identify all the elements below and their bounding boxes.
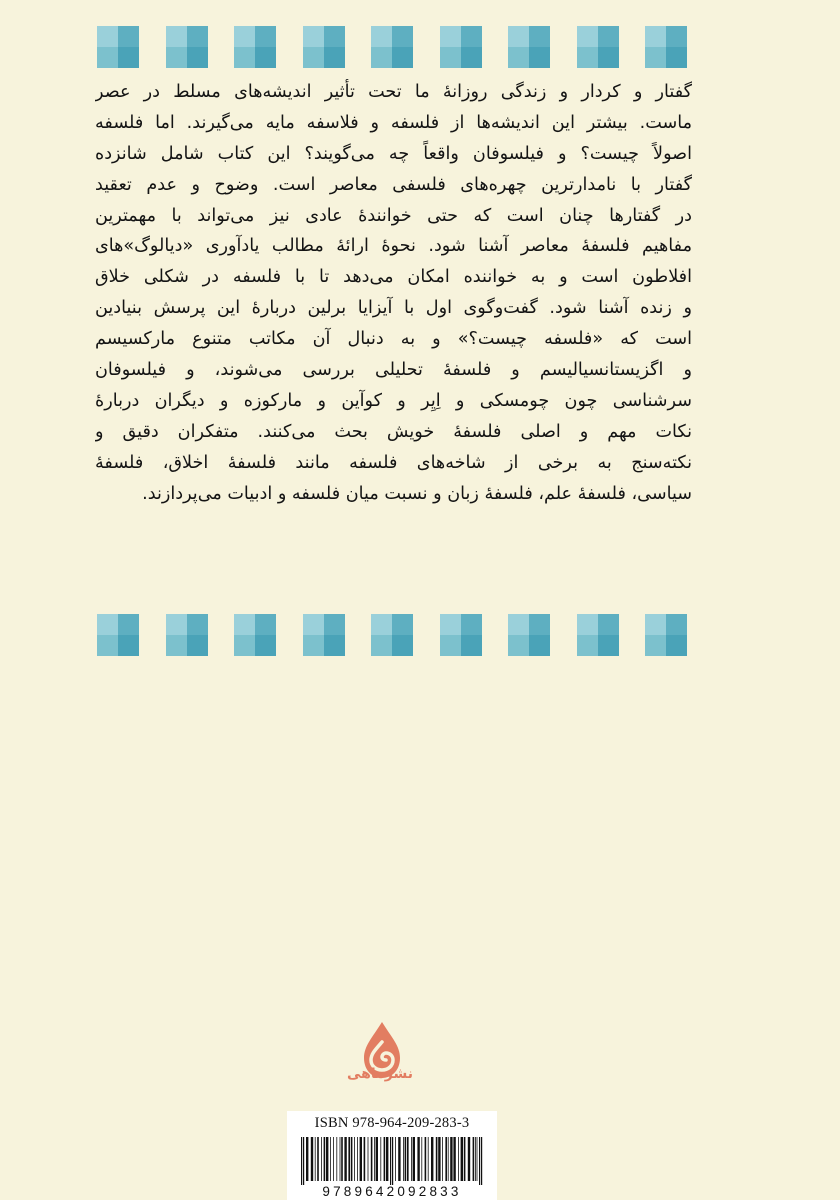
decorative-tile [577,26,619,68]
publisher-name: نشرماهی [346,1066,413,1082]
bottom-tile-border [97,614,687,656]
isbn-barcode-block [287,1111,497,1200]
blurb-line: اصولاً چیست؟ و فیلسوفان واقعاً چه می‌گویند؟ این کتاب شامل شانزده [95,143,692,164]
decorative-tile [645,614,687,656]
decorative-tile [97,614,139,656]
decorative-tile [166,614,208,656]
blurb-line: و اگزیستانسیالیسم و فلسفهٔ تحلیلی بررسی می‌شوند، و فیلسوفان [95,360,692,381]
blurb-line: گفتار با نامدارترین چهره‌های فلسفی معاصر است. وضوح و عدم تعقید [95,174,692,195]
decorative-tile [508,26,550,68]
blurb-line: گفتار و کردار و زندگی روزانهٔ ما تحت تأثیر اندیشه‌های مسلط در عصر [95,82,692,102]
blurb-line: افلاطون است و به خواننده امکان می‌دهد تا با فلسفه در شکلی خلاق [95,267,692,288]
blurb-line: نکات مهم و اصلی فلسفهٔ خویش بحث می‌کنند. متفکران دقیق و [95,421,692,442]
decorative-tile [234,614,276,656]
back-cover-blurb [95,77,692,509]
isbn-label: ISBN 978-964-209-283-3 [314,1115,470,1131]
decorative-tile [371,614,413,656]
decorative-tile [577,614,619,656]
blurb-line: سرشناسی چون چومسکی و اِیِر و کوآین و مارکوزه و دیگران دربارهٔ [95,390,692,411]
decorative-tile [508,614,550,656]
blurb-line: سیاسی، فلسفهٔ علم، فلسفهٔ زبان و نسبت میان فلسفه و ادبیات می‌پردازند. [142,483,692,504]
top-tile-border [97,26,687,68]
blurb-line: نکته‌سنج به برخی از شاخه‌های فلسفه مانند فلسفهٔ اخلاق، فلسفهٔ [95,452,692,473]
blurb-line: است که «فلسفه چیست؟» و به دنبال آن مکاتب متنوع مارکسیسم [95,329,692,350]
decorative-tile [371,26,413,68]
blurb-line: و زنده آشنا شود. گفت‌وگوی اول با آیزایا برلین دربارهٔ این پرسش بنیادین [95,298,692,319]
blurb-line: مفاهیم فلسفهٔ معاصر آشنا شود. نحوهٔ ارائهٔ مطالب یادآوری «دیالوگ»های [95,236,692,257]
decorative-tile [303,614,345,656]
blurb-line: در گفتارها چنان است که حتی خوانندهٔ عادی نیز می‌تواند با مهمترین [95,205,692,226]
blurb-line: ماست. بیشتر این اندیشه‌ها از فلسفه و فلاسفه مایه می‌گیرند. اما فلسفه [95,112,692,133]
fish-drop-logo-icon [360,1020,404,1094]
barcode-icon [299,1137,485,1185]
decorative-tile [440,614,482,656]
decorative-tile [303,26,345,68]
barcode-digits: 9789642092833 [322,1184,462,1199]
decorative-tile [234,26,276,68]
decorative-tile [645,26,687,68]
decorative-tile [97,26,139,68]
decorative-tile [166,26,208,68]
decorative-tile [440,26,482,68]
